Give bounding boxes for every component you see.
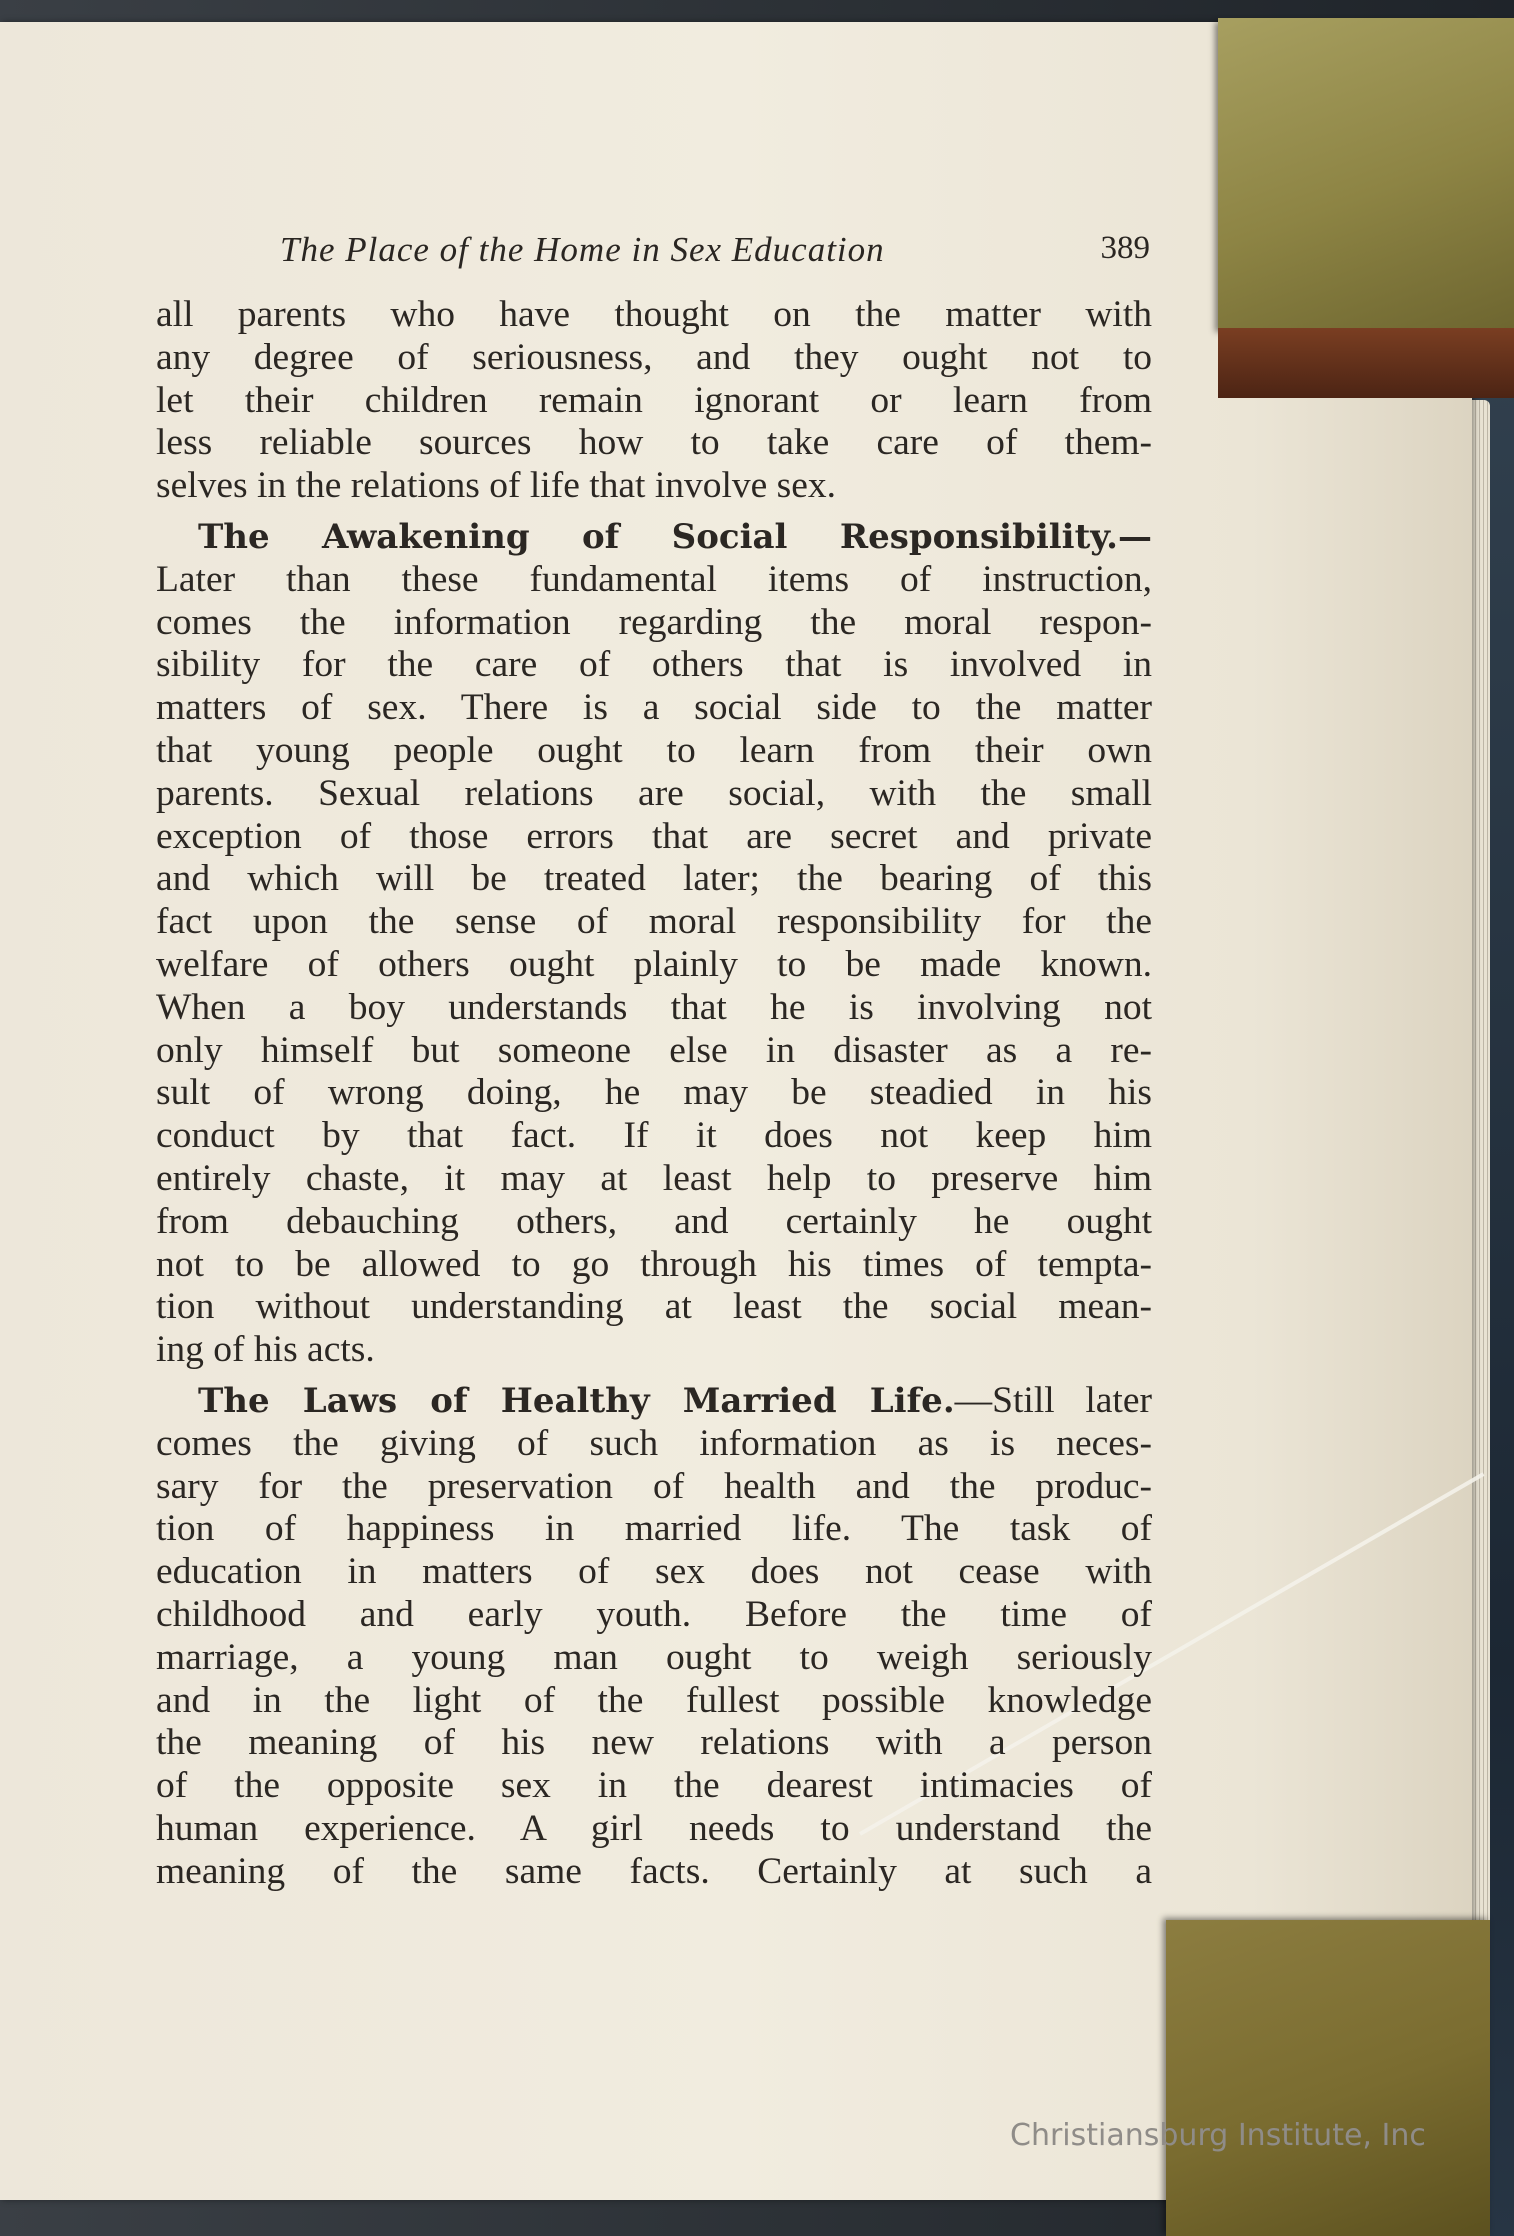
section-heading-social-responsibility	[156, 516, 1152, 559]
text-line: meaning of the same facts. Certainly at such a	[156, 1850, 1152, 1892]
text-line: conduct by that fact. If it does not keep him	[156, 1115, 1152, 1157]
text-line: selves in the relations of life that involve sex.	[156, 465, 837, 507]
text-line: not to be allowed to go through his times of tempta-	[156, 1243, 1152, 1285]
text-line: tion of happiness in married life. The task of	[156, 1508, 1152, 1550]
text-line: only himself but someone else in disaster as a re-	[156, 1029, 1152, 1071]
text-line: comes the information regarding the moral respon-	[156, 601, 1152, 643]
brass-corner-protector-bottom	[1166, 1920, 1490, 2236]
text-line: the meaning of his new relations with a person	[156, 1722, 1152, 1764]
text-line: childhood and early youth. Before the time of	[156, 1593, 1152, 1635]
text-line: When a boy understands that he is involving not	[156, 986, 1152, 1028]
text-line: welfare of others ought plainly to be made known.	[156, 943, 1152, 985]
body-text	[156, 294, 1152, 1893]
text-line: less reliable sources how to take care of them-	[156, 422, 1152, 464]
text-line: education in matters of sex does not cease with	[156, 1551, 1152, 1593]
brass-corner-protector-top	[1218, 18, 1514, 328]
text-line: marriage, a young man ought to weigh seriously	[156, 1636, 1152, 1678]
page-header	[280, 230, 1150, 282]
text-line: sibility for the care of others that is involved in	[156, 644, 1152, 686]
watermark: Christiansburg Institute, Inc	[1010, 2118, 1426, 2153]
heading-continuation: —Still later	[954, 1379, 1152, 1421]
text-line: exception of those errors that are secret and private	[156, 815, 1152, 857]
running-head: The Place of the Home in Sex Education	[280, 230, 885, 269]
heading-text: The Laws of Healthy Married Life.	[198, 1380, 955, 1421]
text-line: entirely chaste, it may at least help to preserve him	[156, 1157, 1152, 1199]
text-line: sult of wrong doing, he may be steadied in his	[156, 1072, 1152, 1114]
text-line: any degree of seriousness, and they ought not to	[156, 336, 1152, 378]
text-line: that young people ought to learn from their own	[156, 729, 1152, 771]
text-line: tion without understanding at least the social mean-	[156, 1286, 1152, 1328]
page-number: 389	[1100, 230, 1150, 266]
text-line: matters of sex. There is a social side to the matter	[156, 687, 1152, 729]
text-line: and in the light of the fullest possible knowledge	[156, 1679, 1152, 1721]
text-line: let their children remain ignorant or learn from	[156, 379, 1152, 421]
text-line: ing of his acts.	[156, 1329, 375, 1371]
text-line: comes the giving of such information as is neces-	[156, 1422, 1152, 1464]
text-line: fact upon the sense of moral responsibility for the	[156, 901, 1152, 943]
text-line: all parents who have thought on the matter with	[156, 294, 1152, 335]
text-line: parents. Sexual relations are social, with the small	[156, 772, 1152, 814]
heading-text: The Awakening of Social Responsibility.—	[198, 516, 1152, 557]
section-heading-married-life	[156, 1380, 1152, 1423]
text-line: from debauching others, and certainly he ought	[156, 1200, 1152, 1242]
text-line: and which will be treated later; the bearing of this	[156, 858, 1152, 900]
text-line: Later than these fundamental items of instruction,	[156, 558, 1152, 600]
text-line: human experience. A girl needs to understand the	[156, 1807, 1152, 1849]
text-line: of the opposite sex in the dearest intimacies of	[156, 1765, 1152, 1807]
text-line: sary for the preservation of health and the produc-	[156, 1465, 1152, 1507]
